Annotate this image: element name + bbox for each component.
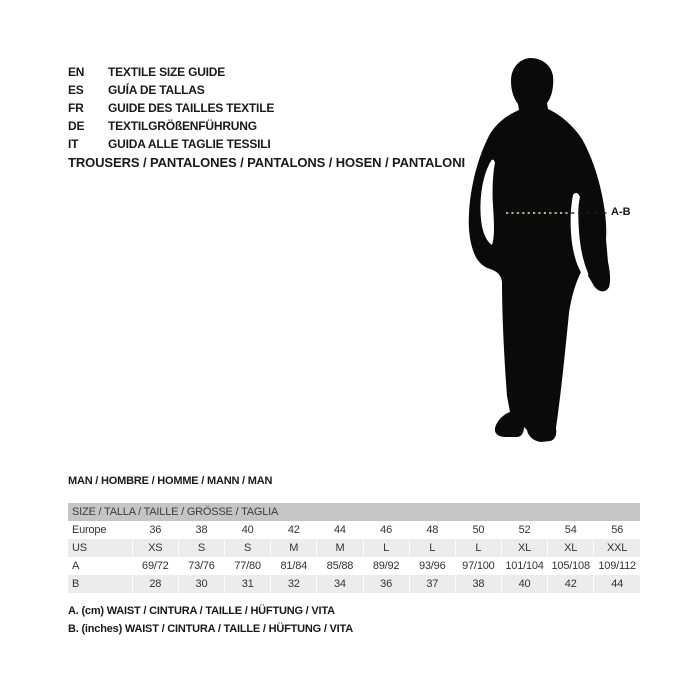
row-label: Europe bbox=[72, 524, 107, 536]
language-code: ES bbox=[68, 83, 84, 97]
size-cell: S bbox=[225, 539, 271, 557]
size-cell: M bbox=[317, 539, 363, 557]
size-cell: 38 bbox=[455, 575, 501, 593]
size-cell: 69/72 bbox=[132, 557, 178, 575]
row-label: A bbox=[72, 560, 80, 572]
size-cell: 37 bbox=[409, 575, 455, 593]
language-row-it bbox=[68, 135, 274, 153]
size-cell: 44 bbox=[594, 575, 640, 593]
size-cell: 48 bbox=[409, 521, 455, 539]
language-row-es bbox=[68, 81, 274, 99]
size-cell: L bbox=[363, 539, 409, 557]
size-cell: 36 bbox=[363, 575, 409, 593]
size-row-us bbox=[68, 539, 640, 557]
language-label: GUIDE DES TAILLES TEXTILE bbox=[108, 101, 275, 115]
size-cell: M bbox=[271, 539, 317, 557]
size-cell: 56 bbox=[594, 521, 640, 539]
size-cell: 38 bbox=[178, 521, 224, 539]
size-cell: XXL bbox=[594, 539, 640, 557]
size-cell: 52 bbox=[501, 521, 547, 539]
size-cell: 93/96 bbox=[409, 557, 455, 575]
size-cell: 31 bbox=[225, 575, 271, 593]
size-cell: 89/92 bbox=[363, 557, 409, 575]
size-cell: XS bbox=[132, 539, 178, 557]
size-cell: 46 bbox=[363, 521, 409, 539]
language-code: FR bbox=[68, 101, 84, 115]
size-cell: 42 bbox=[548, 575, 594, 593]
size-cell: 54 bbox=[548, 521, 594, 539]
size-cell: 77/80 bbox=[225, 557, 271, 575]
size-cell: 30 bbox=[178, 575, 224, 593]
size-cell: 105/108 bbox=[548, 557, 594, 575]
size-cell: 32 bbox=[271, 575, 317, 593]
size-cell: 40 bbox=[501, 575, 547, 593]
size-cell: XL bbox=[501, 539, 547, 557]
garment-heading: TROUSERS / PANTALONES / PANTALONS / HOSEN / PANTALONI bbox=[68, 155, 465, 170]
note-a-cm: A. (cm) WAIST / CINTURA / TAILLE / HÜFTUNG / VITA bbox=[68, 605, 335, 617]
size-table-header-row bbox=[68, 503, 640, 521]
language-code: DE bbox=[68, 119, 85, 133]
size-cell: 101/104 bbox=[501, 557, 547, 575]
size-cell: 73/76 bbox=[178, 557, 224, 575]
row-label: B bbox=[72, 578, 80, 590]
size-cell: 28 bbox=[132, 575, 178, 593]
size-table bbox=[68, 503, 640, 593]
size-cell: L bbox=[409, 539, 455, 557]
man-silhouette-body bbox=[469, 58, 610, 442]
section-heading: MAN / HOMBRE / HOMME / MANN / MAN bbox=[68, 475, 273, 487]
language-code: IT bbox=[68, 137, 79, 151]
size-cell: 50 bbox=[455, 521, 501, 539]
language-row-en bbox=[68, 63, 274, 81]
language-code: EN bbox=[68, 65, 85, 79]
size-cell: 109/112 bbox=[594, 557, 640, 575]
size-row-b-inches bbox=[68, 575, 640, 593]
language-label: GUIDA ALLE TAGLIE TESSILI bbox=[108, 137, 271, 151]
language-label: GUÍA DE TALLAS bbox=[108, 83, 205, 97]
size-cell: 42 bbox=[271, 521, 317, 539]
size-cell: 34 bbox=[317, 575, 363, 593]
language-row-de bbox=[68, 117, 274, 135]
size-cell: 81/84 bbox=[271, 557, 317, 575]
size-table-header: SIZE / TALLA / TAILLE / GRÖSSE / TAGLIA bbox=[68, 503, 640, 521]
row-label: US bbox=[72, 542, 87, 554]
size-cell: 40 bbox=[225, 521, 271, 539]
language-label: TEXTILGRÖßENFÜHRUNG bbox=[108, 119, 257, 133]
language-label: TEXTILE SIZE GUIDE bbox=[108, 65, 226, 79]
size-cell: XL bbox=[548, 539, 594, 557]
size-cell: 44 bbox=[317, 521, 363, 539]
man-silhouette-figure bbox=[460, 55, 620, 445]
size-cell: 85/88 bbox=[317, 557, 363, 575]
language-row-fr bbox=[68, 99, 274, 117]
size-cell: 97/100 bbox=[455, 557, 501, 575]
note-b-inches: B. (inches) WAIST / CINTURA / TAILLE / HÜFTUNG / VITA bbox=[68, 623, 353, 635]
measure-label: A-B bbox=[611, 206, 631, 218]
language-list bbox=[68, 63, 274, 153]
size-row-europe bbox=[68, 521, 640, 539]
measurement-notes bbox=[68, 602, 353, 638]
size-cell: S bbox=[178, 539, 224, 557]
size-cell: 36 bbox=[132, 521, 178, 539]
size-row-a-cm bbox=[68, 557, 640, 575]
size-cell: L bbox=[455, 539, 501, 557]
